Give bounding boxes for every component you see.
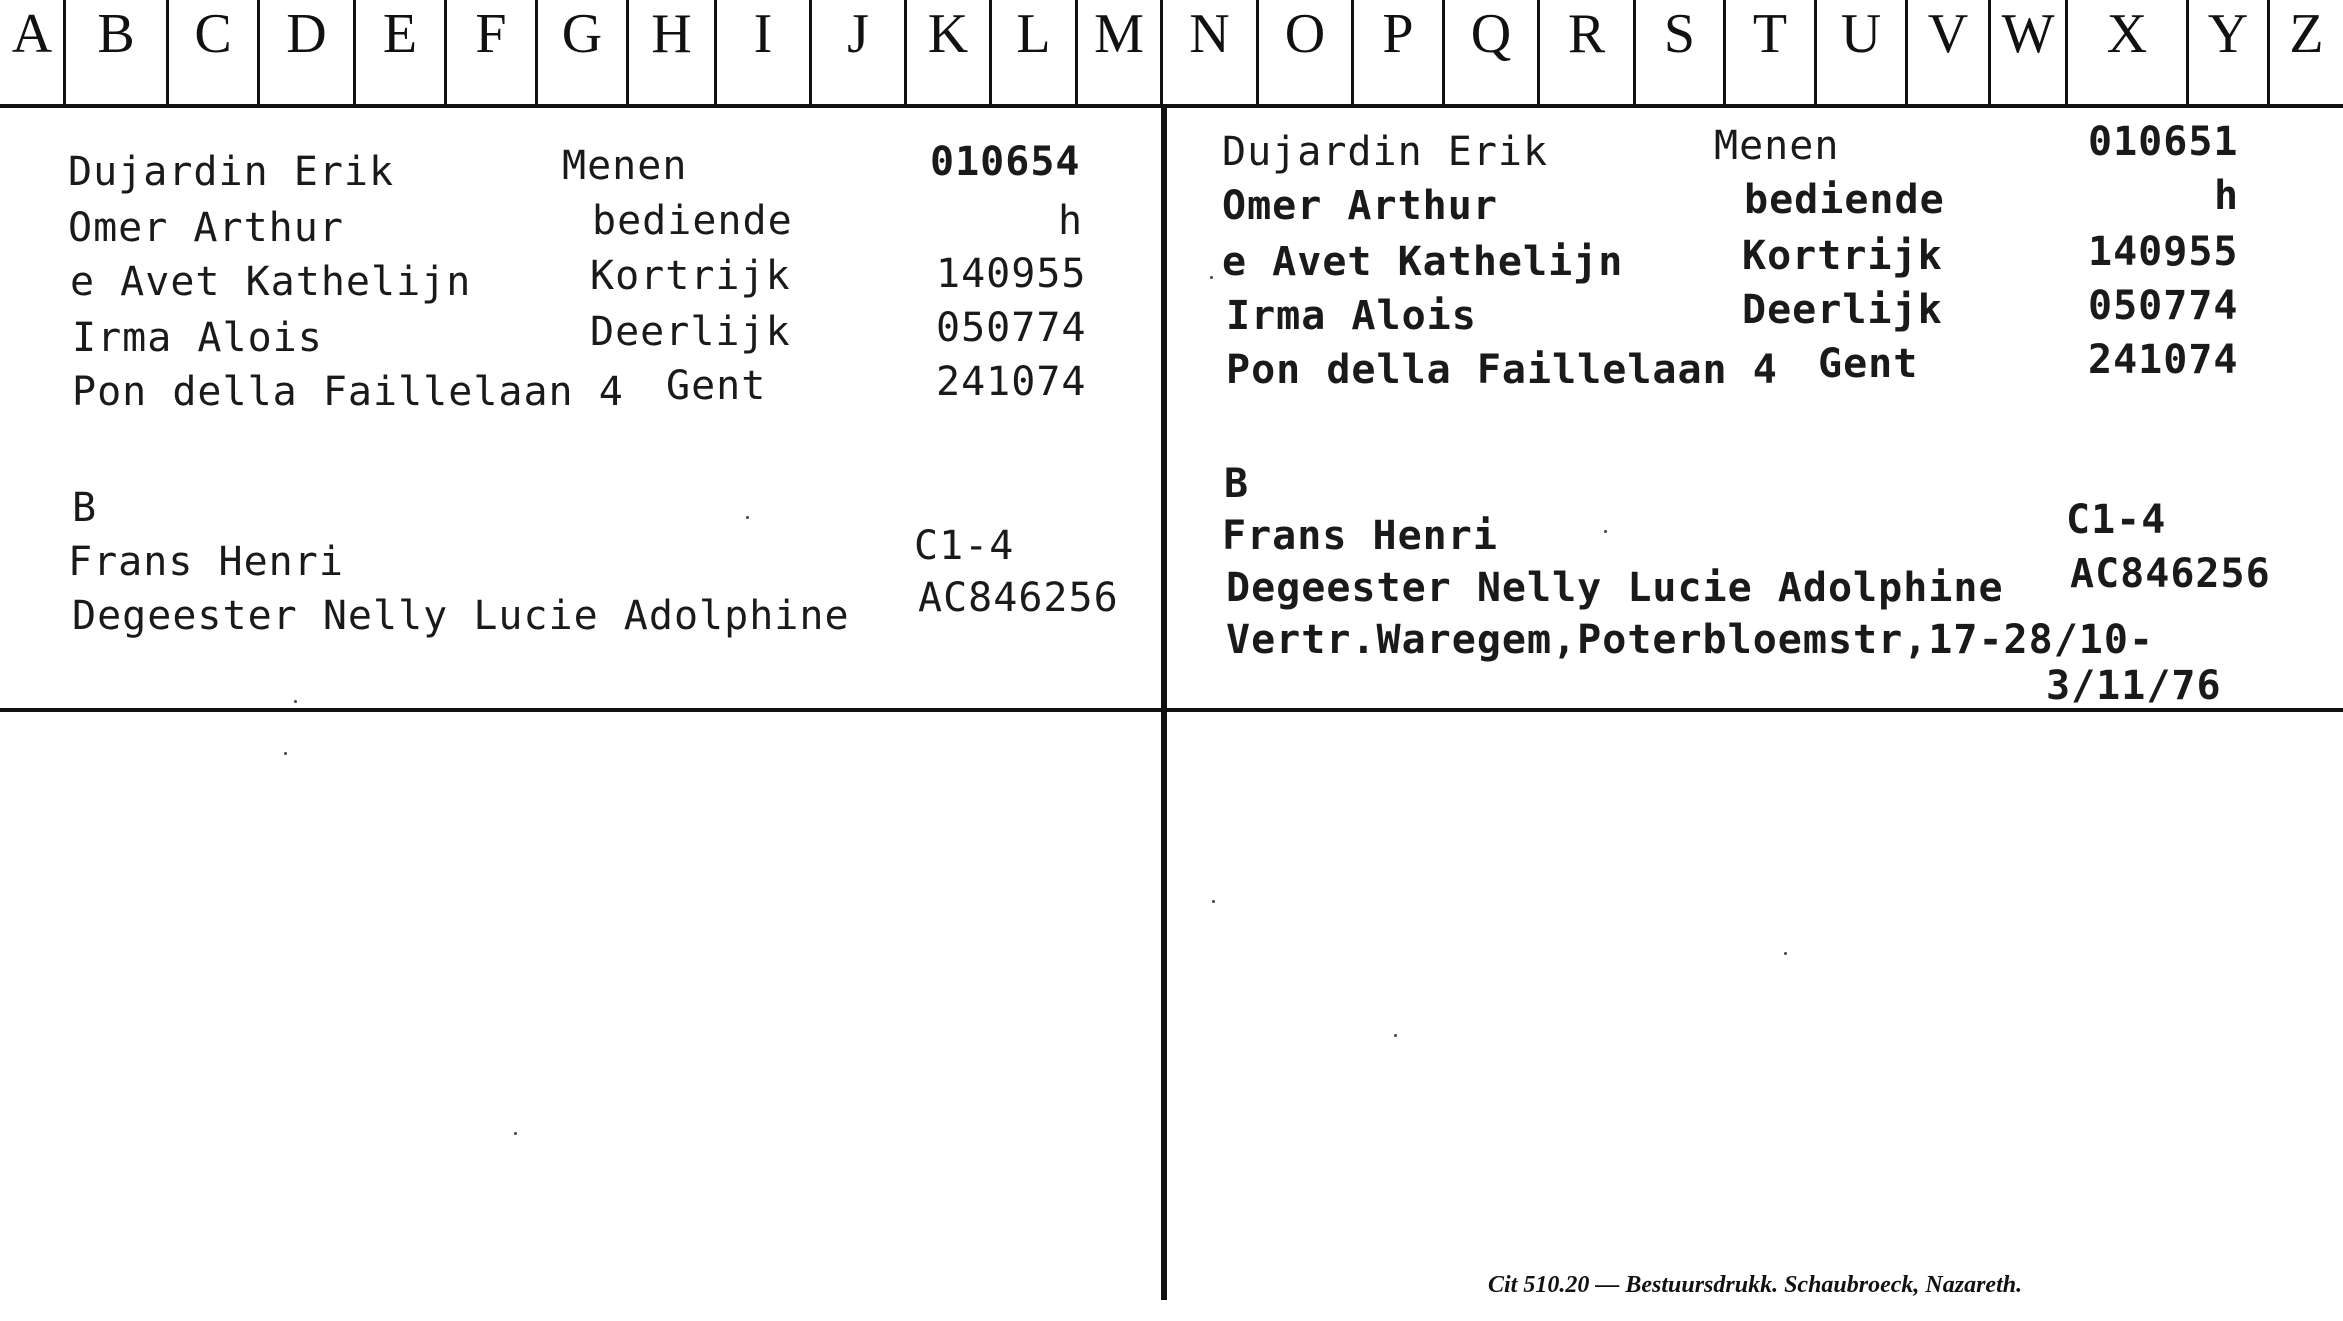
scan-speck [1212,900,1215,903]
index-letter-c: C [194,3,232,65]
index-letter-p: P [1382,3,1414,65]
right-place: Menen [1714,123,1840,169]
index-letter-w: W [2001,3,2055,65]
right-line3-name: e Avet Kathelijn [1222,239,1624,285]
index-letter-x: X [2106,3,2148,65]
right-entry2-letter: B [1224,461,1250,507]
right-entry2-code: C1-4 [2066,497,2167,543]
center-divider [1161,108,1167,1300]
scan-speck [1210,276,1213,279]
index-letter-o: O [1284,3,1326,65]
scan-speck [294,700,297,703]
right-line2-name: Omer Arthur [1222,183,1498,229]
left-line3-name: e Avet Kathelijn [70,259,472,305]
right-place2: Kortrijk [1742,233,1943,279]
index-letter-j: J [847,3,869,65]
scan-speck [746,516,749,519]
right-date: 010651 [2088,119,2239,165]
index-letter-i: I [753,3,773,65]
left-line4-name: Irma Alois [72,315,323,361]
right-entry2-line2: Degeester Nelly Lucie Adolphine [1226,565,2004,611]
right-occupation: bediende [1744,177,1945,223]
index-letter-z: Z [2289,3,2324,65]
right-entry2-name: Frans Henri [1222,513,1498,559]
right-city: Gent [1818,341,1919,387]
left-name: Dujardin Erik [68,149,395,195]
right-name: Dujardin Erik [1222,129,1549,175]
left-date4: 241074 [936,359,1087,405]
index-letter-t: T [1752,3,1788,65]
index-letter-y: Y [2207,3,2249,65]
scan-speck [284,752,287,755]
scan-speck [1604,530,1607,533]
index-letter-f: F [475,3,507,65]
right-date4: 241074 [2088,337,2239,383]
index-letter-l: L [1016,3,1051,65]
index-letter-m: M [1094,3,1144,65]
left-date2: 140955 [936,251,1087,297]
alphabet-index-row [0,0,2343,110]
scan-speck [1394,1034,1397,1037]
right-entry2-departure: Vertr.Waregem,Poterbloemstr,17-28/10- [1226,617,2155,663]
left-city: Gent [666,363,767,409]
index-letter-g: G [561,3,603,65]
index-letter-k: K [927,3,969,65]
left-marker: h [1058,198,1084,244]
left-entry2-line2: Degeester Nelly Lucie Adolphine [72,593,850,639]
scan-speck [1784,952,1787,955]
right-marker: h [2214,173,2240,219]
left-address: Pon della Faillelaan 4 [72,369,624,415]
index-letter-n: N [1189,3,1230,65]
index-letter-v: V [1927,3,1969,65]
scan-speck [514,1132,517,1135]
index-letter-r: R [1567,3,1606,65]
top-rule [0,104,2343,108]
index-letter-u: U [1840,3,1882,65]
left-date3: 050774 [936,305,1087,351]
index-letter-h: H [651,3,692,65]
left-place: Menen [562,143,688,189]
index-letter-b: B [97,3,135,65]
index-letter-s: S [1663,3,1696,65]
right-line4-name: Irma Alois [1226,293,1477,339]
right-entry2-doc-number: AC846256 [2070,551,2271,597]
left-line2-name: Omer Arthur [68,205,344,251]
left-occupation: bediende [592,198,793,244]
index-letter-d: D [286,3,327,65]
right-entry2-departure-end: 3/11/76 [2046,663,2222,709]
right-date3: 050774 [2088,283,2239,329]
middle-rule [0,708,2343,712]
right-date2: 140955 [2088,229,2239,275]
right-place3: Deerlijk [1742,287,1943,333]
index-letter-e: E [382,3,418,65]
index-letter-q: Q [1470,3,1512,65]
left-place2: Kortrijk [590,253,791,299]
left-entry2-code: C1-4 [914,523,1015,569]
left-entry2-doc-number: AC846256 [918,575,1119,621]
printer-imprint: Cit 510.20 — Bestuursdrukk. Schaubroeck, Nazareth. [1488,1272,2023,1298]
index-letter-a: A [11,3,53,65]
left-entry2-letter: B [72,485,98,531]
left-entry2-name: Frans Henri [68,539,344,585]
right-address: Pon della Faillelaan 4 [1226,347,1778,393]
left-place3: Deerlijk [590,309,791,355]
left-date: 010654 [930,139,1081,185]
